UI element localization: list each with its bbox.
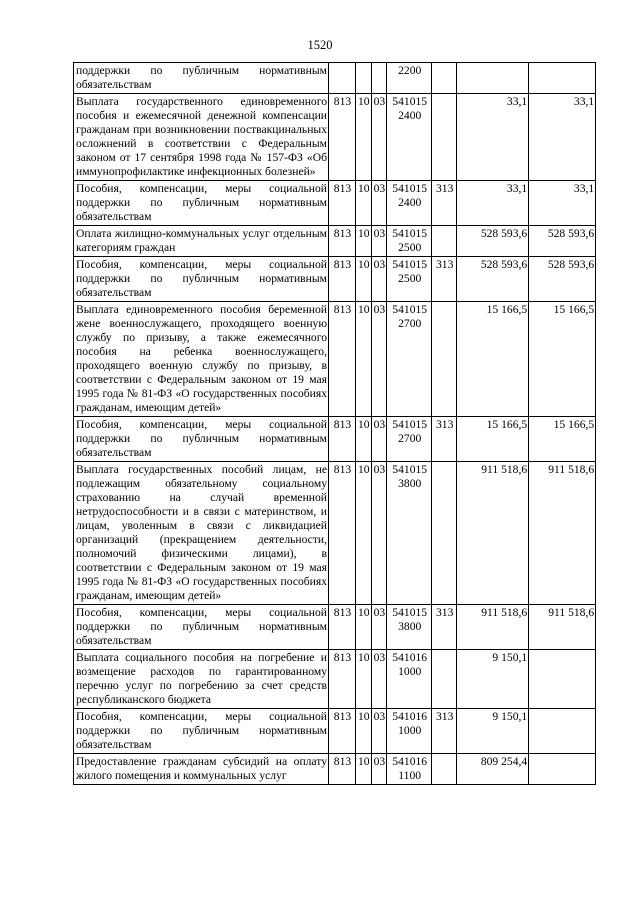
row-description: Предоставление гражданам субсидий на оплату жилого помещения и коммунальных услуг — [74, 754, 329, 785]
subsection-code: 03 — [371, 181, 387, 226]
table-body — [74, 63, 596, 785]
amount-year-2: 33,1 — [529, 94, 596, 181]
section-code: 10 — [356, 181, 372, 226]
table-row — [74, 605, 596, 650]
row-description: Выплата государственного единовременного пособия и ежемесячной денежной компенсации гражданам при возникновении поствакцинальных осложнений в соответствии с Федеральным законом от 17 сентября 1998 года № 157-ФЗ «Об иммунопрофилактике инфекционных болезней» — [74, 94, 329, 181]
expense-type-code — [432, 94, 457, 181]
amount-year-2: 528 593,6 — [529, 257, 596, 302]
row-description: Пособия, компенсации, меры социальной поддержки по публичным нормативным обязательствам — [74, 181, 329, 226]
ministry-code: 813 — [329, 181, 356, 226]
row-description: Выплата социального пособия на погребение и возмещение расходов по гарантированному перечню услуг по погребению за счет средств республиканского бюджета — [74, 650, 329, 709]
budget-table — [73, 62, 596, 785]
amount-year-2: 911 518,6 — [529, 605, 596, 650]
expense-type-code: 313 — [432, 257, 457, 302]
ministry-code: 813 — [329, 302, 356, 417]
target-article-code: 541016 1000 — [387, 650, 432, 709]
amount-year-2 — [529, 709, 596, 754]
subsection-code: 03 — [371, 754, 387, 785]
amount-year-1: 528 593,6 — [457, 257, 529, 302]
expense-type-code — [432, 650, 457, 709]
amount-year-1 — [457, 63, 529, 94]
table-row — [74, 257, 596, 302]
amount-year-1: 15 166,5 — [457, 417, 529, 462]
amount-year-2: 911 518,6 — [529, 462, 596, 605]
row-description: Выплата единовременного пособия беременной жене военнослужащего, проходящего военную службу по призыву, а также ежемесячного пособия на ребенка военнослужащего, проходящего военную службу по призыву, в соответствии с Федеральным законом от 19 мая 1995 года № 81-ФЗ «О государственных пособиях гражданам, имеющим детей» — [74, 302, 329, 417]
amount-year-1: 528 593,6 — [457, 226, 529, 257]
expense-type-code: 313 — [432, 181, 457, 226]
subsection-code: 03 — [371, 417, 387, 462]
section-code: 10 — [356, 709, 372, 754]
ministry-code: 813 — [329, 226, 356, 257]
row-description: Пособия, компенсации, меры социальной поддержки по публичным нормативным обязательствам — [74, 605, 329, 650]
ministry-code: 813 — [329, 709, 356, 754]
expense-type-code — [432, 226, 457, 257]
amount-year-2 — [529, 650, 596, 709]
amount-year-1: 809 254,4 — [457, 754, 529, 785]
subsection-code: 03 — [371, 709, 387, 754]
page-number: 1520 — [307, 38, 333, 52]
target-article-code: 541015 2400 — [387, 94, 432, 181]
target-article-code: 541016 1100 — [387, 754, 432, 785]
section-code: 10 — [356, 462, 372, 605]
subsection-code: 03 — [371, 257, 387, 302]
subsection-code: 03 — [371, 94, 387, 181]
row-description: Пособия, компенсации, меры социальной поддержки по публичным нормативным обязательствам — [74, 257, 329, 302]
row-description: Выплата государственных пособий лицам, не подлежащим обязательному социальному страхованию на случай временной нетрудоспособности и в связи с материнством, и лицам, уволенным в связи с ликвидацией организаций (прекращением деятельности, полномочий физическими лицами), в соответствии с Федеральным законом от 19 мая 1995 года № 81-ФЗ «О государственных пособиях гражданам, имеющим детей» — [74, 462, 329, 605]
section-code: 10 — [356, 94, 372, 181]
table-row — [74, 417, 596, 462]
section-code: 10 — [356, 650, 372, 709]
ministry-code: 813 — [329, 650, 356, 709]
target-article-code: 541016 1000 — [387, 709, 432, 754]
expense-type-code: 313 — [432, 605, 457, 650]
expense-type-code — [432, 63, 457, 94]
target-article-code: 541015 3800 — [387, 605, 432, 650]
target-article-code: 541015 2700 — [387, 417, 432, 462]
expense-type-code: 313 — [432, 417, 457, 462]
subsection-code: 03 — [371, 462, 387, 605]
ministry-code: 813 — [329, 257, 356, 302]
section-code: 10 — [356, 754, 372, 785]
ministry-code: 813 — [329, 462, 356, 605]
amount-year-1: 911 518,6 — [457, 462, 529, 605]
section-code — [356, 63, 372, 94]
table-row — [74, 754, 596, 785]
amount-year-2 — [529, 754, 596, 785]
expense-type-code — [432, 754, 457, 785]
subsection-code: 03 — [371, 650, 387, 709]
ministry-code — [329, 63, 356, 94]
table-row — [74, 94, 596, 181]
subsection-code: 03 — [371, 302, 387, 417]
target-article-code: 541015 2400 — [387, 181, 432, 226]
table-row — [74, 462, 596, 605]
subsection-code: 03 — [371, 226, 387, 257]
row-description: Пособия, компенсации, меры социальной поддержки по публичным нормативным обязательствам — [74, 709, 329, 754]
amount-year-1: 9 150,1 — [457, 650, 529, 709]
row-description: поддержки по публичным нормативным обязательствам — [74, 63, 329, 94]
expense-type-code — [432, 462, 457, 605]
amount-year-2: 15 166,5 — [529, 302, 596, 417]
table-row — [74, 181, 596, 226]
section-code: 10 — [356, 605, 372, 650]
target-article-code: 541015 3800 — [387, 462, 432, 605]
target-article-code: 2200 — [387, 63, 432, 94]
amount-year-1: 9 150,1 — [457, 709, 529, 754]
amount-year-2: 15 166,5 — [529, 417, 596, 462]
ministry-code: 813 — [329, 605, 356, 650]
target-article-code: 541015 2500 — [387, 226, 432, 257]
ministry-code: 813 — [329, 94, 356, 181]
row-description: Пособия, компенсации, меры социальной поддержки по публичным нормативным обязательствам — [74, 417, 329, 462]
ministry-code: 813 — [329, 417, 356, 462]
amount-year-2: 528 593,6 — [529, 226, 596, 257]
amount-year-1: 33,1 — [457, 94, 529, 181]
table-row — [74, 63, 596, 94]
row-description: Оплата жилищно-коммунальных услуг отдельным категориям граждан — [74, 226, 329, 257]
table-row — [74, 302, 596, 417]
subsection-code — [371, 63, 387, 94]
subsection-code: 03 — [371, 605, 387, 650]
amount-year-2 — [529, 63, 596, 94]
expense-type-code — [432, 302, 457, 417]
table-row — [74, 709, 596, 754]
section-code: 10 — [356, 417, 372, 462]
section-code: 10 — [356, 302, 372, 417]
amount-year-1: 33,1 — [457, 181, 529, 226]
ministry-code: 813 — [329, 754, 356, 785]
section-code: 10 — [356, 226, 372, 257]
table-row — [74, 650, 596, 709]
amount-year-2: 33,1 — [529, 181, 596, 226]
expense-type-code: 313 — [432, 709, 457, 754]
amount-year-1: 15 166,5 — [457, 302, 529, 417]
section-code: 10 — [356, 257, 372, 302]
table-row — [74, 226, 596, 257]
amount-year-1: 911 518,6 — [457, 605, 529, 650]
target-article-code: 541015 2700 — [387, 302, 432, 417]
target-article-code: 541015 2500 — [387, 257, 432, 302]
